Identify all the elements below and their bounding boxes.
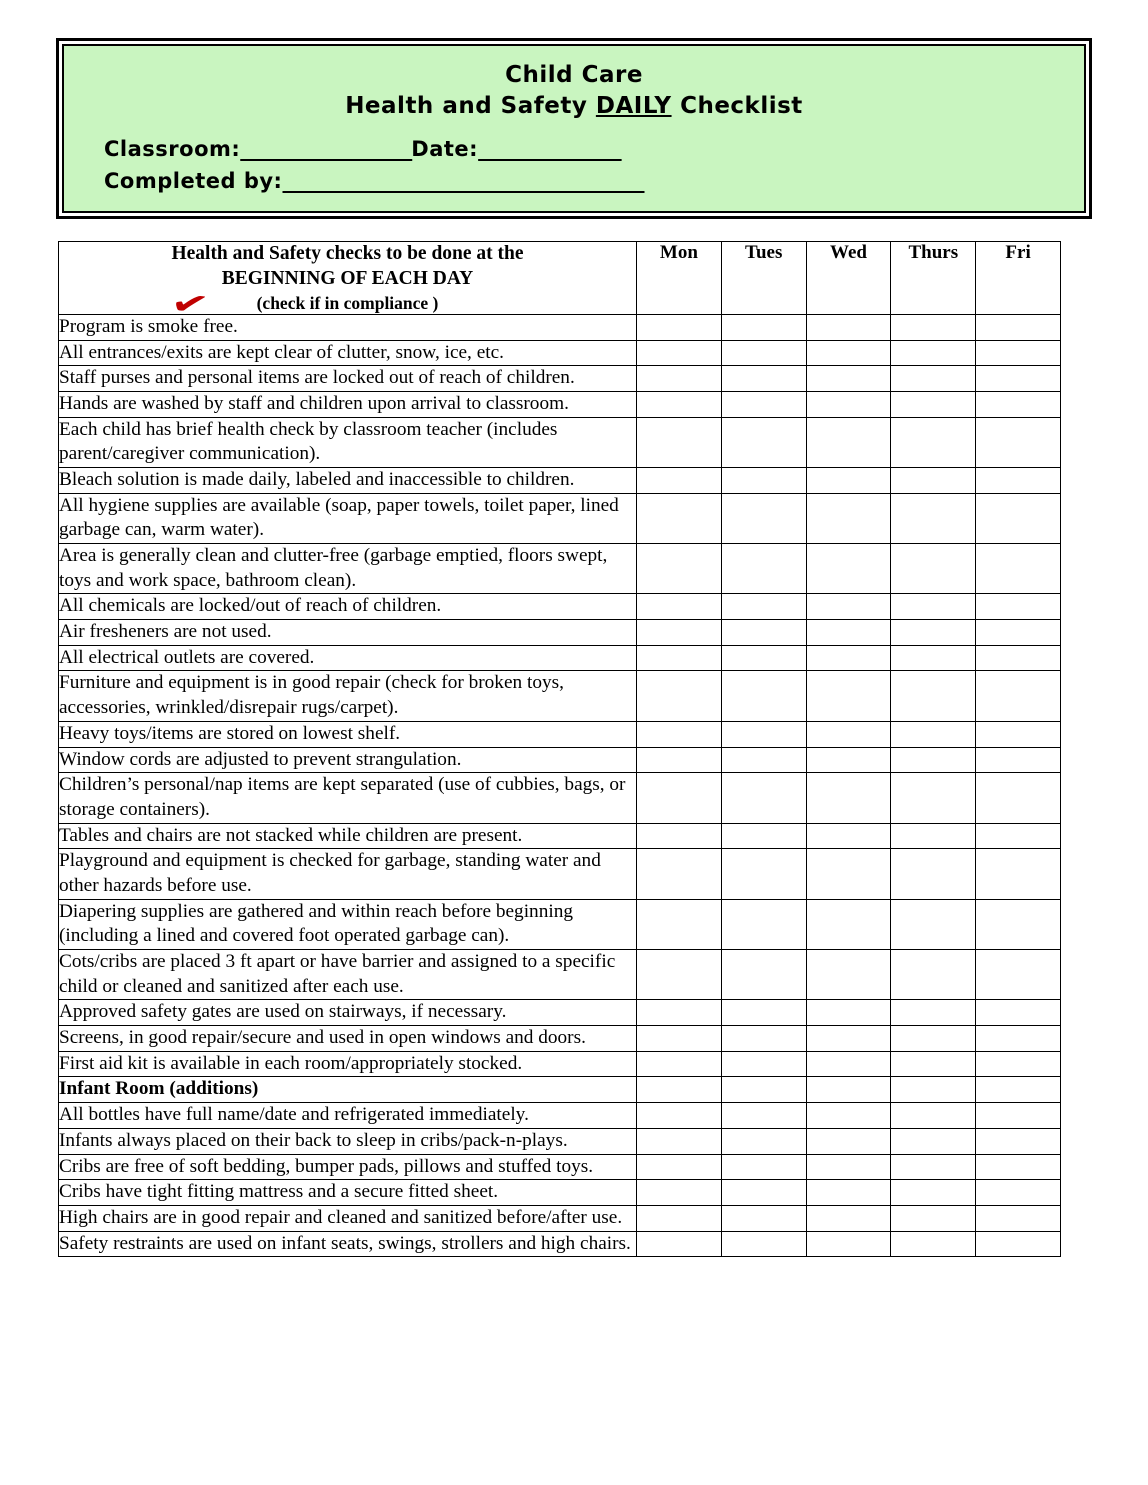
checkbox-cell-fri[interactable] bbox=[976, 721, 1061, 747]
checklist-item-label: Program is smoke free. bbox=[59, 314, 637, 340]
checkbox-cell-tues[interactable] bbox=[721, 314, 806, 340]
table-row bbox=[59, 747, 1061, 773]
header-line-1: Health and Safety checks to be done at the bbox=[171, 243, 524, 265]
checkbox-cell-thurs[interactable] bbox=[891, 773, 976, 823]
checkbox-cell-thurs[interactable] bbox=[891, 823, 976, 849]
document-title bbox=[82, 60, 1066, 122]
checkbox-cell-mon[interactable] bbox=[637, 747, 722, 773]
checkbox-cell-mon[interactable] bbox=[637, 671, 722, 721]
checklist-item-label: Each child has brief health check by classroom teacher (includes parent/caregiver communication). bbox=[59, 417, 637, 467]
checklist-item-label: Approved safety gates are used on stairways, if necessary. bbox=[59, 1000, 637, 1026]
checkbox-cell-tues[interactable] bbox=[721, 1026, 806, 1052]
column-header-fri: Fri bbox=[976, 242, 1061, 315]
table-row bbox=[59, 721, 1061, 747]
checkbox-cell-fri[interactable] bbox=[976, 1205, 1061, 1231]
checkbox-cell-mon[interactable] bbox=[637, 1231, 722, 1257]
table-row bbox=[59, 823, 1061, 849]
checkbox-cell-fri[interactable] bbox=[976, 1154, 1061, 1180]
title-line-2-pre: Health and Safety bbox=[345, 93, 596, 120]
classroom-label: Classroom: bbox=[104, 137, 241, 162]
checkbox-cell-mon[interactable] bbox=[637, 1026, 722, 1052]
checkbox-cell-tues[interactable] bbox=[721, 1231, 806, 1257]
checkbox-cell-thurs[interactable] bbox=[891, 950, 976, 1000]
checkbox-cell-thurs[interactable] bbox=[891, 1103, 976, 1129]
checklist-item-label: Area is generally clean and clutter-free (garbage emptied, floors swept, toys and work space, bathroom clean). bbox=[59, 544, 637, 594]
checkbox-cell-fri[interactable] bbox=[976, 645, 1061, 671]
checklist-item-label: Furniture and equipment is in good repair (check for broken toys, accessories, wrinkled/disrepair rugs/carpet). bbox=[59, 671, 637, 721]
checkbox-cell-mon[interactable] bbox=[637, 645, 722, 671]
checkbox-cell-tues[interactable] bbox=[721, 747, 806, 773]
checkbox-cell-fri[interactable] bbox=[976, 1231, 1061, 1257]
checkbox-cell-fri[interactable] bbox=[976, 340, 1061, 366]
table-header-row bbox=[59, 242, 1061, 315]
checkbox-cell-wed[interactable] bbox=[806, 823, 891, 849]
checkbox-cell-fri[interactable] bbox=[976, 620, 1061, 646]
checkbox-cell-mon[interactable] bbox=[637, 823, 722, 849]
table-row bbox=[59, 594, 1061, 620]
table-row bbox=[59, 899, 1061, 949]
checkbox-cell-mon[interactable] bbox=[637, 1128, 722, 1154]
checkbox-cell-tues[interactable] bbox=[721, 1154, 806, 1180]
checkbox-cell-thurs[interactable] bbox=[891, 467, 976, 493]
checkbox-cell-mon[interactable] bbox=[637, 620, 722, 646]
checkbox-cell-tues[interactable] bbox=[721, 645, 806, 671]
checkbox-cell-wed[interactable] bbox=[806, 671, 891, 721]
table-row bbox=[59, 620, 1061, 646]
checkbox-cell-mon[interactable] bbox=[637, 467, 722, 493]
checklist-item-label: High chairs are in good repair and cleaned and sanitized before/after use. bbox=[59, 1205, 637, 1231]
checkbox-cell-wed[interactable] bbox=[806, 467, 891, 493]
checkbox-cell-mon[interactable] bbox=[637, 1180, 722, 1206]
checkbox-cell-tues[interactable] bbox=[721, 849, 806, 899]
title-line-2-post: Checklist bbox=[671, 93, 803, 120]
checkbox-cell-thurs[interactable] bbox=[891, 1128, 976, 1154]
checkbox-cell-mon[interactable] bbox=[637, 1103, 722, 1129]
title-line-2 bbox=[82, 91, 1066, 122]
checkbox-cell-wed[interactable] bbox=[806, 620, 891, 646]
checkbox-cell-fri[interactable] bbox=[976, 1180, 1061, 1206]
checkbox-cell-mon[interactable] bbox=[637, 1051, 722, 1077]
checklist-item-label: Screens, in good repair/secure and used in open windows and doors. bbox=[59, 1026, 637, 1052]
checkbox-cell-wed[interactable] bbox=[806, 1077, 891, 1103]
checklist-item-label: First aid kit is available in each room/appropriately stocked. bbox=[59, 1051, 637, 1077]
checkbox-cell-thurs[interactable] bbox=[891, 493, 976, 543]
checkbox-cell-mon[interactable] bbox=[637, 1077, 722, 1103]
checkbox-cell-thurs[interactable] bbox=[891, 620, 976, 646]
classroom-input-blank[interactable]: __________________ bbox=[240, 137, 412, 162]
checkbox-cell-wed[interactable] bbox=[806, 645, 891, 671]
checklist-item-label: Staff purses and personal items are locked out of reach of children. bbox=[59, 366, 637, 392]
checkbox-cell-thurs[interactable] bbox=[891, 391, 976, 417]
checklist-item-label: Infants always placed on their back to sleep in cribs/pack-n-plays. bbox=[59, 1128, 637, 1154]
checkbox-cell-thurs[interactable] bbox=[891, 1154, 976, 1180]
checkbox-cell-wed[interactable] bbox=[806, 1026, 891, 1052]
completed-by-input-blank[interactable]: ______________________________________ bbox=[282, 168, 644, 193]
checkbox-cell-mon[interactable] bbox=[637, 544, 722, 594]
checkbox-cell-mon[interactable] bbox=[637, 391, 722, 417]
checkbox-cell-mon[interactable] bbox=[637, 1154, 722, 1180]
table-row bbox=[59, 1103, 1061, 1129]
checkbox-cell-mon[interactable] bbox=[637, 849, 722, 899]
checkbox-cell-thurs[interactable] bbox=[891, 594, 976, 620]
checkbox-cell-fri[interactable] bbox=[976, 467, 1061, 493]
checkbox-cell-mon[interactable] bbox=[637, 594, 722, 620]
checkbox-cell-wed[interactable] bbox=[806, 773, 891, 823]
checkbox-cell-tues[interactable] bbox=[721, 1103, 806, 1129]
checkbox-cell-thurs[interactable] bbox=[891, 1231, 976, 1257]
checkbox-cell-thurs[interactable] bbox=[891, 1051, 976, 1077]
checkbox-cell-thurs[interactable] bbox=[891, 417, 976, 467]
checkbox-cell-wed[interactable] bbox=[806, 899, 891, 949]
table-row bbox=[59, 340, 1061, 366]
checkbox-cell-tues[interactable] bbox=[721, 391, 806, 417]
checkbox-cell-fri[interactable] bbox=[976, 1026, 1061, 1052]
checkbox-cell-thurs[interactable] bbox=[891, 366, 976, 392]
checkbox-cell-wed[interactable] bbox=[806, 1000, 891, 1026]
classroom-date-row bbox=[104, 134, 1066, 166]
checkbox-cell-wed[interactable] bbox=[806, 1154, 891, 1180]
checklist-item-label: All entrances/exits are kept clear of clutter, snow, ice, etc. bbox=[59, 340, 637, 366]
table-row bbox=[59, 1026, 1061, 1052]
checkbox-cell-thurs[interactable] bbox=[891, 1026, 976, 1052]
checkbox-cell-thurs[interactable] bbox=[891, 1000, 976, 1026]
checkbox-cell-tues[interactable] bbox=[721, 620, 806, 646]
checkbox-cell-tues[interactable] bbox=[721, 1077, 806, 1103]
checkbox-cell-fri[interactable] bbox=[976, 747, 1061, 773]
checkbox-cell-mon[interactable] bbox=[637, 340, 722, 366]
checklist-table bbox=[58, 241, 1061, 1257]
checkbox-cell-mon[interactable] bbox=[637, 366, 722, 392]
table-row bbox=[59, 1000, 1061, 1026]
checkbox-cell-tues[interactable] bbox=[721, 1205, 806, 1231]
table-row bbox=[59, 391, 1061, 417]
title-line-1: Child Care bbox=[505, 62, 643, 88]
checkbox-cell-fri[interactable] bbox=[976, 366, 1061, 392]
checkbox-cell-mon[interactable] bbox=[637, 899, 722, 949]
checklist-body bbox=[59, 314, 1061, 1256]
checkbox-cell-fri[interactable] bbox=[976, 391, 1061, 417]
checkbox-cell-fri[interactable] bbox=[976, 1051, 1061, 1077]
checkbox-cell-wed[interactable] bbox=[806, 314, 891, 340]
checkbox-cell-tues[interactable] bbox=[721, 721, 806, 747]
table-row bbox=[59, 366, 1061, 392]
checkbox-cell-wed[interactable] bbox=[806, 417, 891, 467]
checkbox-cell-thurs[interactable] bbox=[891, 314, 976, 340]
table-row bbox=[59, 645, 1061, 671]
table-row bbox=[59, 1128, 1061, 1154]
table-row bbox=[59, 849, 1061, 899]
checkbox-cell-wed[interactable] bbox=[806, 340, 891, 366]
completed-by-row bbox=[104, 166, 1066, 198]
checkbox-cell-thurs[interactable] bbox=[891, 721, 976, 747]
checkbox-cell-mon[interactable] bbox=[637, 417, 722, 467]
checkbox-cell-wed[interactable] bbox=[806, 1231, 891, 1257]
column-header-wed: Wed bbox=[806, 242, 891, 315]
date-input-blank[interactable]: _______________ bbox=[478, 137, 621, 162]
header-box bbox=[56, 38, 1092, 219]
checkbox-cell-fri[interactable] bbox=[976, 314, 1061, 340]
checkbox-cell-thurs[interactable] bbox=[891, 899, 976, 949]
checkbox-cell-fri[interactable] bbox=[976, 544, 1061, 594]
header-line-3: (check if in compliance ) bbox=[256, 292, 439, 313]
checkbox-cell-wed[interactable] bbox=[806, 950, 891, 1000]
table-row bbox=[59, 1051, 1061, 1077]
checklist-item-label: Diapering supplies are gathered and within reach before beginning (including a lined and covered foot operated garbage can). bbox=[59, 899, 637, 949]
checkbox-cell-tues[interactable] bbox=[721, 366, 806, 392]
checkbox-cell-fri[interactable] bbox=[976, 849, 1061, 899]
header-box-inner bbox=[62, 44, 1086, 213]
table-row bbox=[59, 1205, 1061, 1231]
checkbox-cell-tues[interactable] bbox=[721, 417, 806, 467]
checklist-item-label: Air fresheners are not used. bbox=[59, 620, 637, 646]
checkbox-cell-wed[interactable] bbox=[806, 493, 891, 543]
table-row bbox=[59, 773, 1061, 823]
checkbox-cell-wed[interactable] bbox=[806, 849, 891, 899]
checkbox-cell-thurs[interactable] bbox=[891, 849, 976, 899]
table-row bbox=[59, 417, 1061, 467]
table-row bbox=[59, 1154, 1061, 1180]
section-heading: Infant Room (additions) bbox=[59, 1077, 637, 1103]
checkbox-cell-thurs[interactable] bbox=[891, 1205, 976, 1231]
checklist-item-label: Safety restraints are used on infant seats, swings, strollers and high chairs. bbox=[59, 1231, 637, 1257]
checkbox-cell-tues[interactable] bbox=[721, 773, 806, 823]
checkbox-cell-wed[interactable] bbox=[806, 544, 891, 594]
checkbox-cell-fri[interactable] bbox=[976, 1103, 1061, 1129]
checkbox-cell-tues[interactable] bbox=[721, 493, 806, 543]
checkbox-cell-fri[interactable] bbox=[976, 823, 1061, 849]
checkbox-cell-tues[interactable] bbox=[721, 544, 806, 594]
checklist-item-label: Cribs have tight fitting mattress and a secure fitted sheet. bbox=[59, 1180, 637, 1206]
completed-by-label: Completed by: bbox=[104, 168, 283, 193]
checkbox-cell-mon[interactable] bbox=[637, 1000, 722, 1026]
checkbox-cell-wed[interactable] bbox=[806, 1051, 891, 1077]
checkmark-icon: ✔ bbox=[167, 285, 212, 324]
checkbox-cell-wed[interactable] bbox=[806, 721, 891, 747]
table-row bbox=[59, 1180, 1061, 1206]
checkbox-cell-wed[interactable] bbox=[806, 1180, 891, 1206]
checkbox-cell-wed[interactable] bbox=[806, 747, 891, 773]
table-row bbox=[59, 1231, 1061, 1257]
checkbox-cell-fri[interactable] bbox=[976, 594, 1061, 620]
checkbox-cell-fri[interactable] bbox=[976, 950, 1061, 1000]
checklist-item-label: Hands are washed by staff and children upon arrival to classroom. bbox=[59, 391, 637, 417]
header-fields bbox=[82, 134, 1066, 197]
checkbox-cell-tues[interactable] bbox=[721, 1128, 806, 1154]
checkbox-cell-tues[interactable] bbox=[721, 340, 806, 366]
table-row bbox=[59, 314, 1061, 340]
checkbox-cell-fri[interactable] bbox=[976, 493, 1061, 543]
checkbox-cell-tues[interactable] bbox=[721, 950, 806, 1000]
checkbox-cell-wed[interactable] bbox=[806, 366, 891, 392]
table-row bbox=[59, 544, 1061, 594]
checkbox-cell-thurs[interactable] bbox=[891, 671, 976, 721]
checklist-item-label: All bottles have full name/date and refrigerated immediately. bbox=[59, 1103, 637, 1129]
checkbox-cell-thurs[interactable] bbox=[891, 645, 976, 671]
checkbox-cell-mon[interactable] bbox=[637, 773, 722, 823]
checkbox-cell-fri[interactable] bbox=[976, 1128, 1061, 1154]
checkbox-cell-tues[interactable] bbox=[721, 1180, 806, 1206]
checklist-item-label: All electrical outlets are covered. bbox=[59, 645, 637, 671]
checkbox-cell-fri[interactable] bbox=[976, 1000, 1061, 1026]
checklist-item-label: Cribs are free of soft bedding, bumper pads, pillows and stuffed toys. bbox=[59, 1154, 637, 1180]
checkbox-cell-wed[interactable] bbox=[806, 594, 891, 620]
checkbox-cell-mon[interactable] bbox=[637, 721, 722, 747]
checkbox-cell-thurs[interactable] bbox=[891, 747, 976, 773]
title-line-2-emphasis: DAILY bbox=[595, 93, 672, 120]
checkbox-cell-thurs[interactable] bbox=[891, 544, 976, 594]
checklist-item-label: Window cords are adjusted to prevent strangulation. bbox=[59, 747, 637, 773]
checklist-item-label: Tables and chairs are not stacked while children are present. bbox=[59, 823, 637, 849]
checkbox-cell-mon[interactable] bbox=[637, 950, 722, 1000]
checkbox-cell-wed[interactable] bbox=[806, 1128, 891, 1154]
checklist-item-label: Heavy toys/items are stored on lowest shelf. bbox=[59, 721, 637, 747]
checklist-item-label: Bleach solution is made daily, labeled and inaccessible to children. bbox=[59, 467, 637, 493]
header-line-2: BEGINNING OF EACH DAY bbox=[221, 267, 474, 289]
checklist-item-label: Cots/cribs are placed 3 ft apart or have barrier and assigned to a specific child or cleaned and sanitized after each use. bbox=[59, 950, 637, 1000]
table-row bbox=[59, 467, 1061, 493]
checkbox-cell-tues[interactable] bbox=[721, 899, 806, 949]
checkbox-cell-tues[interactable] bbox=[721, 467, 806, 493]
checklist-item-label: Children’s personal/nap items are kept separated (use of cubbies, bags, or storage containers). bbox=[59, 773, 637, 823]
checkbox-cell-wed[interactable] bbox=[806, 1103, 891, 1129]
date-label: Date: bbox=[411, 137, 479, 162]
checkbox-cell-thurs[interactable] bbox=[891, 1077, 976, 1103]
checklist-item-label: All chemicals are locked/out of reach of children. bbox=[59, 594, 637, 620]
checkbox-cell-fri[interactable] bbox=[976, 1077, 1061, 1103]
checkbox-cell-fri[interactable] bbox=[976, 417, 1061, 467]
checkbox-cell-wed[interactable] bbox=[806, 1205, 891, 1231]
checkbox-cell-tues[interactable] bbox=[721, 671, 806, 721]
checkbox-cell-fri[interactable] bbox=[976, 671, 1061, 721]
table-row bbox=[59, 950, 1061, 1000]
checkbox-cell-mon[interactable] bbox=[637, 1205, 722, 1231]
checkbox-cell-thurs[interactable] bbox=[891, 1180, 976, 1206]
checkbox-cell-mon[interactable] bbox=[637, 493, 722, 543]
table-row bbox=[59, 671, 1061, 721]
column-header-mon: Mon bbox=[637, 242, 722, 315]
column-header-checks bbox=[59, 242, 637, 324]
checkbox-cell-fri[interactable] bbox=[976, 773, 1061, 823]
checkbox-cell-mon[interactable] bbox=[637, 314, 722, 340]
checkbox-cell-thurs[interactable] bbox=[891, 340, 976, 366]
checklist-item-label: Playground and equipment is checked for garbage, standing water and other hazards before use. bbox=[59, 849, 637, 899]
column-header-tues: Tues bbox=[721, 242, 806, 315]
checkbox-cell-tues[interactable] bbox=[721, 1000, 806, 1026]
table-row bbox=[59, 493, 1061, 543]
checkbox-cell-tues[interactable] bbox=[721, 594, 806, 620]
table-row bbox=[59, 1077, 1061, 1103]
checkbox-cell-wed[interactable] bbox=[806, 391, 891, 417]
checklist-item-label: All hygiene supplies are available (soap, paper towels, toilet paper, lined garbage can, warm water). bbox=[59, 493, 637, 543]
column-header-thurs: Thurs bbox=[891, 242, 976, 315]
checkbox-cell-tues[interactable] bbox=[721, 823, 806, 849]
checkbox-cell-tues[interactable] bbox=[721, 1051, 806, 1077]
checkbox-cell-fri[interactable] bbox=[976, 899, 1061, 949]
